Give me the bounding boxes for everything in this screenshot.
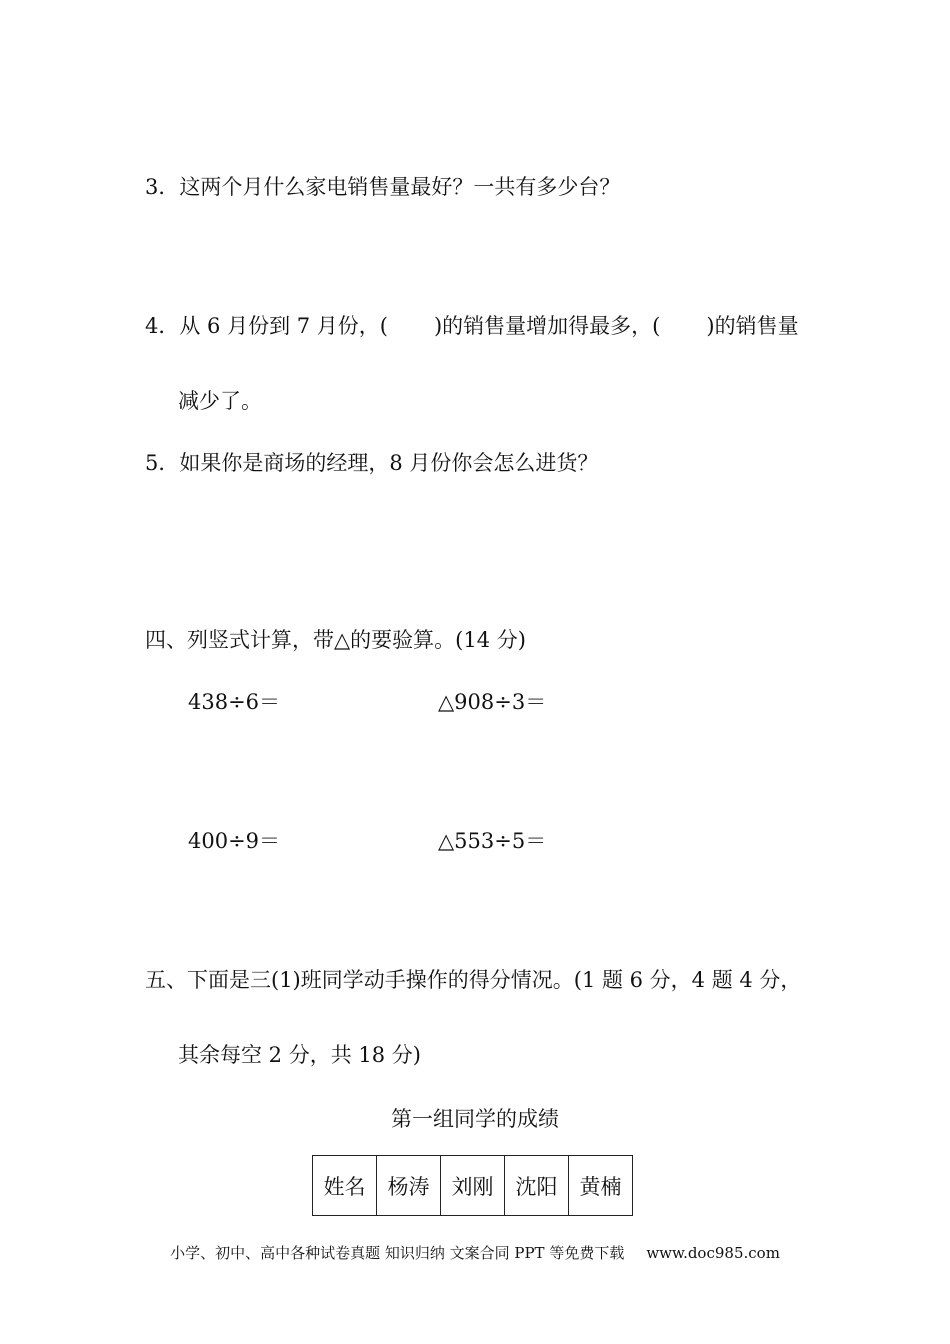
- table-caption: 第一组同学的成绩: [391, 1107, 559, 1131]
- problem-4: △553÷5＝: [438, 829, 547, 853]
- table-cell-student: 黄楠: [569, 1156, 633, 1216]
- footer-text: 小学、初中、高中各种试卷真题 知识归纳 文案合同 PPT 等免费下载: [170, 1244, 625, 1262]
- question-5: 5．如果你是商场的经理，8 月份你会怎么进货？: [145, 451, 599, 475]
- section-5-title-continued: 其余每空 2 分，共 18 分): [178, 1043, 421, 1067]
- question-4: [145, 316, 799, 337]
- page-footer: [0, 1246, 950, 1261]
- table-cell-student: 刘刚: [441, 1156, 505, 1216]
- problem-2: △908÷3＝: [438, 690, 547, 714]
- problem-1: 438÷6＝: [188, 690, 281, 714]
- table-cell-student: 杨涛: [377, 1156, 441, 1216]
- table-header-name: 姓名: [313, 1156, 377, 1216]
- scores-table: [312, 1155, 633, 1216]
- question-4-continued: 减少了。: [178, 389, 262, 413]
- table-row: [313, 1156, 633, 1216]
- section-5-title: 五、下面是三(1)班同学动手操作的得分情况。(1 题 6 分，4 题 4 分，: [145, 968, 802, 992]
- table-cell-student: 沈阳: [505, 1156, 569, 1216]
- question-4-part3: )的销售量: [706, 314, 799, 338]
- section-4-title: 四、列竖式计算，带△的要验算。(14 分): [145, 628, 526, 652]
- question-4-part1: 4．从 6 月份到 7 月份，(: [145, 314, 388, 338]
- question-3: 3．这两个月什么家电销售量最好？一共有多少台？: [145, 175, 621, 199]
- footer-url: www.doc985.com: [646, 1244, 780, 1262]
- problem-3: 400÷9＝: [188, 829, 281, 853]
- question-4-part2: )的销售量增加得最多，(: [433, 314, 661, 338]
